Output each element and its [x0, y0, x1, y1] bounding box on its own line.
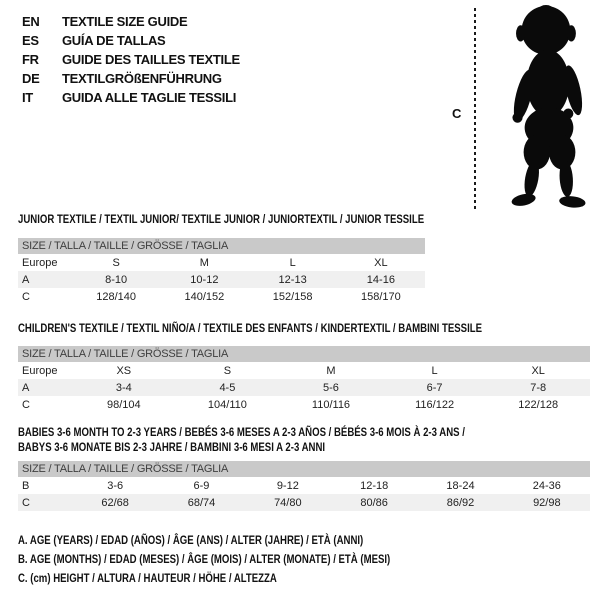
table-row [18, 379, 590, 396]
babies-table-title-line1: BABIES 3-6 MONTH TO 2-3 YEARS / BEBÉS 3-6 MESES A 2-3 AÑOS / BÉBÉS 3-6 MOIS À 2-3 ANS / [18, 425, 465, 439]
language-code: IT [22, 90, 33, 105]
language-title: TEXTILGRÖßENFÜHRUNG [62, 71, 222, 86]
cell-value: XS [116, 364, 132, 377]
cell-value: 12-13 [278, 273, 307, 286]
table-row [18, 362, 590, 379]
table-row [18, 396, 590, 413]
table-row [18, 494, 590, 511]
footnote-height: C. (cm) HEIGHT / ALTURA / HAUTEUR / HÖHE / ALTEZZA [18, 571, 277, 585]
cell-value: 8-10 [105, 273, 128, 286]
height-measure-label: C [452, 106, 462, 121]
junior-table-title: JUNIOR TEXTILE / TEXTIL JUNIOR/ TEXTILE JUNIOR / JUNIORTEXTIL / JUNIOR TESSILE [18, 212, 425, 226]
cell-value: 68/74 [187, 496, 216, 509]
footnote-age-months: B. AGE (MONTHS) / EDAD (MESES) / ÂGE (MOIS) / ALTER (MONATE) / ETÀ (MESI) [18, 552, 391, 566]
cell-value: 7-8 [530, 381, 547, 394]
table-row [18, 477, 590, 494]
language-title-list [22, 12, 240, 107]
row-label: C [22, 496, 30, 509]
footnote-age-years: A. AGE (YEARS) / EDAD (AÑOS) / ÂGE (ANS) / ALTER (JAHRE) / ETÀ (ANNI) [18, 533, 364, 547]
cell-value: 110/116 [311, 398, 351, 411]
table-row [18, 271, 425, 288]
size-header-bar: SIZE / TALLA / TAILLE / GRÖSSE / TAGLIA [18, 238, 425, 254]
size-header-bar: SIZE / TALLA / TAILLE / GRÖSSE / TAGLIA [18, 346, 590, 362]
cell-value: 116/122 [415, 398, 455, 411]
children-size-table [18, 346, 590, 413]
cell-value: 5-6 [323, 381, 339, 394]
size-header-bar: SIZE / TALLA / TAILLE / GRÖSSE / TAGLIA [18, 461, 590, 477]
row-label: Europe [22, 364, 58, 377]
height-measure-dashed-line [474, 8, 476, 212]
cell-value: 86/92 [446, 496, 475, 509]
cell-value: 92/98 [533, 496, 561, 509]
cell-value: 10-12 [190, 273, 219, 286]
cell-value: M [199, 256, 209, 269]
cell-value: 6-9 [193, 479, 210, 492]
cell-value: 3-4 [115, 381, 132, 394]
children-table-title: CHILDREN'S TEXTILE / TEXTIL NIÑO/A / TEXTILE DES ENFANTS / KINDERTEXTIL / BAMBINI TESSILE [18, 321, 483, 335]
cell-value: 14-16 [366, 273, 395, 286]
cell-value: S [223, 364, 232, 377]
cell-value: 158/170 [360, 290, 401, 303]
junior-size-table [18, 238, 425, 305]
language-title: GUIDE DES TAILLES TEXTILE [62, 52, 240, 67]
cell-value: 3-6 [107, 479, 124, 492]
cell-value: 6-7 [426, 381, 443, 394]
cell-value: 152/158 [272, 290, 313, 303]
cell-value: 80/86 [360, 496, 388, 509]
cell-value: 98/104 [106, 398, 141, 411]
cell-value: 4-5 [219, 381, 236, 394]
babies-table-title-line2: BABYS 3-6 MONATE BIS 2-3 JAHRE / BAMBINI 3-6 MESI A 2-3 ANNI [18, 440, 326, 454]
cell-value: XL [374, 256, 388, 269]
cell-value: 140/152 [184, 290, 225, 303]
language-row-fr [22, 50, 240, 69]
cell-value: 74/80 [274, 496, 302, 509]
footnote-legend [18, 533, 483, 590]
baby-silhouette-icon [503, 4, 595, 209]
cell-value: 12-18 [360, 479, 389, 492]
table-row [18, 288, 425, 305]
cell-value: 104/110 [207, 398, 247, 411]
language-row-de [22, 69, 240, 88]
language-code: DE [22, 71, 40, 86]
cell-value: XL [531, 364, 545, 377]
table-row [18, 254, 425, 271]
row-label: A [22, 381, 30, 394]
cell-value: 122/128 [518, 398, 559, 411]
language-row-it [22, 88, 240, 107]
cell-value: M [326, 364, 336, 377]
row-label: Europe [22, 256, 58, 269]
cell-value: 9-12 [276, 479, 299, 492]
language-code: EN [22, 14, 40, 29]
cell-value: S [112, 256, 120, 269]
row-label: B [22, 479, 30, 492]
language-row-en [22, 12, 240, 31]
cell-value: 18-24 [446, 479, 475, 492]
language-code: ES [22, 33, 39, 48]
language-title: GUÍA DE TALLAS [62, 33, 166, 48]
row-label: C [22, 398, 30, 411]
language-code: FR [22, 52, 39, 67]
cell-value: L [289, 256, 296, 269]
cell-value: L [431, 364, 438, 377]
baby-silhouette-shape [510, 5, 586, 209]
cell-value: 128/140 [96, 290, 136, 303]
language-title: TEXTILE SIZE GUIDE [62, 14, 188, 29]
cell-value: 62/68 [101, 496, 129, 509]
row-label: C [22, 290, 30, 303]
language-title: GUIDA ALLE TAGLIE TESSILI [62, 90, 237, 105]
babies-size-table [18, 461, 590, 511]
row-label: A [22, 273, 30, 286]
cell-value: 24-36 [532, 479, 561, 492]
language-row-es [22, 31, 240, 50]
